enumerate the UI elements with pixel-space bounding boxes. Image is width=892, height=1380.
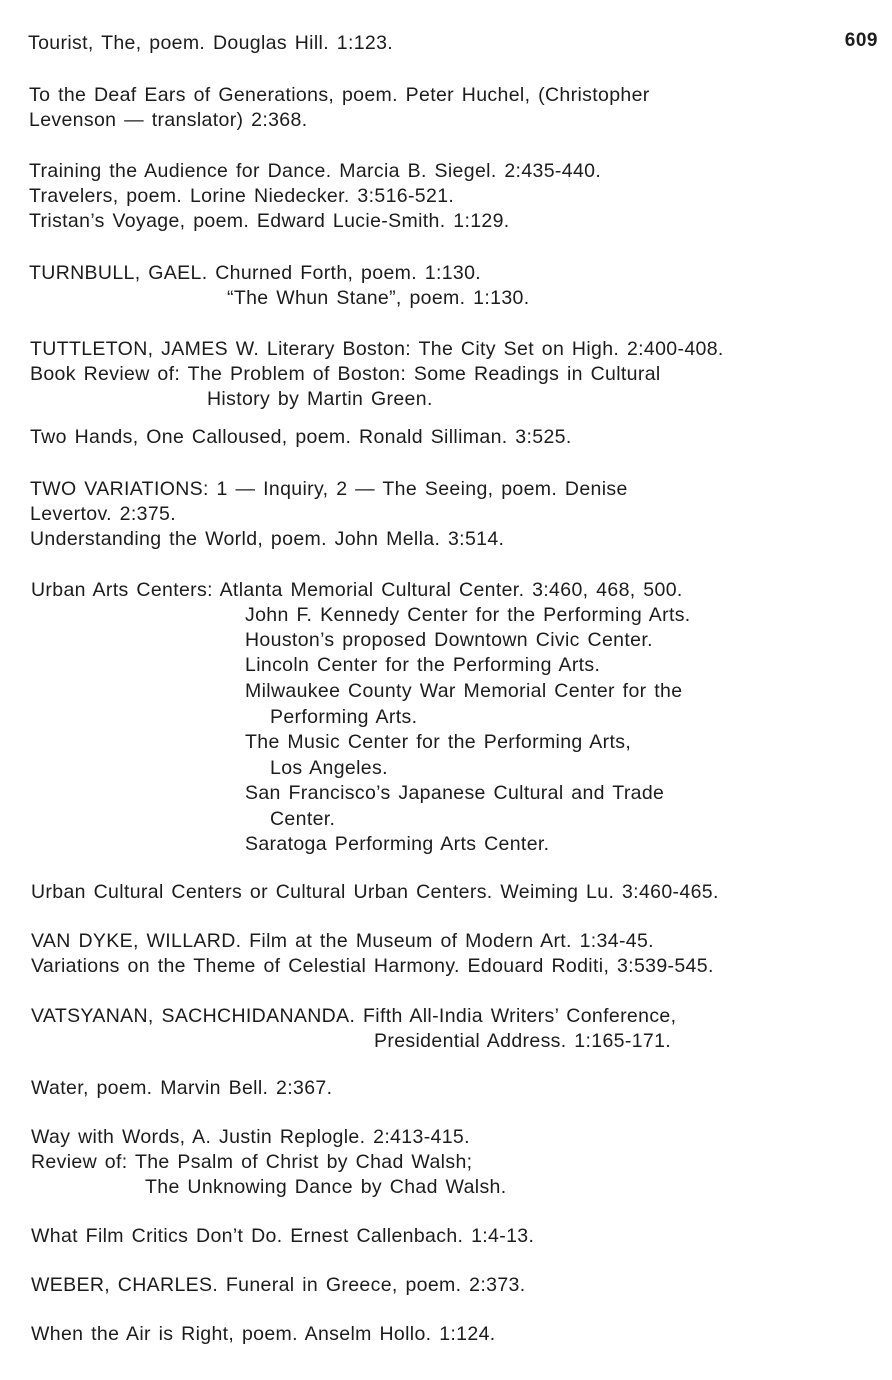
index-entry-continuation: San Francisco’s Japanese Cultural and Trade xyxy=(245,782,665,804)
index-entry-line: When the Air is Right, poem. Anselm Hollo. 1:124. xyxy=(31,1323,496,1345)
index-entry-line: TURNBULL, GAEL. Churned Forth, poem. 1:130. xyxy=(29,262,482,284)
index-entry-line: Book Review of: The Problem of Boston: Some Readings in Cultural xyxy=(30,363,661,385)
index-entry-continuation: Lincoln Center for the Performing Arts. xyxy=(245,654,601,676)
index-entry-continuation: Los Angeles. xyxy=(270,757,388,779)
index-entry-line: Levenson — translator) 2:368. xyxy=(29,109,308,131)
index-entry-line: Levertov. 2:375. xyxy=(30,503,176,525)
index-entry-line: VATSYANAN, SACHCHIDANANDA. Fifth All-India Writers’ Conference, xyxy=(31,1005,677,1027)
index-entry-continuation: Center. xyxy=(270,808,336,830)
index-entry-line: To the Deaf Ears of Generations, poem. Peter Huchel, (Christopher xyxy=(29,84,650,106)
index-entry-continuation: “The Whun Stane”, poem. 1:130. xyxy=(227,287,530,309)
index-entry-line: What Film Critics Don’t Do. Ernest Callenbach. 1:4-13. xyxy=(31,1225,535,1247)
index-entry-line: TUTTLETON, JAMES W. Literary Boston: The City Set on High. 2:400-408. xyxy=(30,338,724,360)
index-entry-continuation: Presidential Address. 1:165-171. xyxy=(374,1030,672,1052)
index-entry-line: Understanding the World, poem. John Mella. 3:514. xyxy=(30,528,505,550)
index-entry-line: VAN DYKE, WILLARD. Film at the Museum of Modern Art. 1:34-45. xyxy=(31,930,654,952)
index-entry-continuation: The Music Center for the Performing Arts, xyxy=(245,731,632,753)
index-entry-line: Way with Words, A. Justin Replogle. 2:413-415. xyxy=(31,1126,470,1148)
index-entry-line: Urban Cultural Centers or Cultural Urban Centers. Weiming Lu. 3:460-465. xyxy=(31,881,719,903)
index-entry-continuation: Milwaukee County War Memorial Center for the xyxy=(245,680,683,702)
index-entry-line: Tourist, The, poem. Douglas Hill. 1:123. xyxy=(28,32,394,54)
page-number: 609 xyxy=(844,30,878,51)
index-entry-line: Urban Arts Centers: Atlanta Memorial Cultural Center. 3:460, 468, 500. xyxy=(31,579,683,601)
index-entry-continuation: The Unknowing Dance by Chad Walsh. xyxy=(145,1176,507,1198)
index-entry-line: Training the Audience for Dance. Marcia B. Siegel. 2:435-440. xyxy=(29,160,602,182)
index-entry-line: Travelers, poem. Lorine Niedecker. 3:516-521. xyxy=(29,185,455,207)
index-entry-continuation: Houston’s proposed Downtown Civic Center. xyxy=(245,629,653,651)
index-entry-continuation: John F. Kennedy Center for the Performing Arts. xyxy=(245,604,691,626)
index-entry-continuation: History by Martin Green. xyxy=(207,388,433,410)
index-entry-line: Variations on the Theme of Celestial Harmony. Edouard Roditi, 3:539-545. xyxy=(31,955,714,977)
index-entry-line: Water, poem. Marvin Bell. 2:367. xyxy=(31,1077,333,1099)
index-entry-line: Tristan’s Voyage, poem. Edward Lucie-Smith. 1:129. xyxy=(29,210,510,232)
index-entry-line: Review of: The Psalm of Christ by Chad Walsh; xyxy=(31,1151,473,1173)
index-entry-line: WEBER, CHARLES. Funeral in Greece, poem. 2:373. xyxy=(31,1274,526,1296)
index-entry-continuation: Saratoga Performing Arts Center. xyxy=(245,833,550,855)
index-entry-line: TWO VARIATIONS: 1 — Inquiry, 2 — The Seeing, poem. Denise xyxy=(30,478,628,500)
index-entry-line: Two Hands, One Calloused, poem. Ronald Silliman. 3:525. xyxy=(30,426,572,448)
index-entry-continuation: Performing Arts. xyxy=(270,706,418,728)
